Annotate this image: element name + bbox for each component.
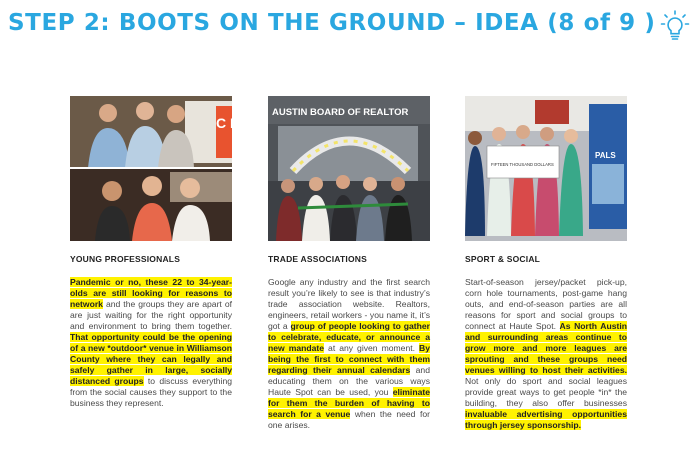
text-segment: Google any industry and the first search result you’re likely to see is that industry’s trade association website. Realtors, engineers, retail workers - you name it, it’s got a [268,277,430,331]
lightbulb-icon [660,10,690,42]
text-segment-highlighted: invaluable advertising opportunities through jersey sponsorship. [465,409,627,430]
trade-associations-photo [268,96,430,241]
sport-social-photo [465,96,627,241]
text-segment: and the groups they are apart of are just waiting for the right opportunity and environment to bring them together. [70,299,232,331]
column-sport-social [465,96,627,431]
check-text: FIFTEEN THOUSAND DOLLARS [491,162,554,167]
text-segment-highlighted: By being the first to connect with them regarding their annual calendars [268,343,430,375]
text-segment-highlighted: As North Austin and surrounding areas continue to grow more and more leagues are sprouting and these groups need venues willing to host their activities. [465,321,627,375]
photo-sign-text: AUSTIN BOARD OF REALTOR [272,107,409,118]
text-segment: and educating them on the various ways Haute Spot can be used, you [268,365,430,397]
text-segment: Not only do sport and social leagues provide great ways to get people *in* the building, they also offer businesses [465,376,627,408]
column-body-text [268,277,430,431]
text-segment-highlighted: Pandemic or no, these 22 to 34-year-olds are still looking for reasons to network [70,277,232,309]
column-body-text [465,277,627,431]
column-young-professionals [70,96,249,409]
text-segment: to discuss everything from the social causes they support to the business they represent. [70,376,232,408]
column-heading: SPORT & SOCIAL [465,254,541,264]
column-body-text [70,277,232,409]
text-segment: at any given moment. [324,343,419,353]
text-segment-highlighted: That opportunity could be the opening of a new *outdoor* venue in Williamson County where they can legally and safely gather in large, socially distanced groups [70,332,232,386]
photo-sign-text: C PE [216,115,249,131]
column-heading: YOUNG PROFESSIONALS [70,254,181,264]
column-heading: TRADE ASSOCIATIONS [268,254,367,264]
photo-sign-text: PALS [595,151,616,160]
text-segment: Start-of-season jersey/packet pick-up, corn hole tournaments, post-game hang outs, and end-of-season parties are all reasons for sport and social groups to connect at Haute Spot. [465,277,627,331]
page-title: STEP 2: BOOTS ON THE GROUND – IDEA (8 of 9 ) [8,10,656,36]
text-segment-highlighted: group of people looking to gather to celebrate, educate, or announce a new mandate [268,321,430,353]
text-segment-highlighted: eliminate for them the burden of having to search for a venue [268,387,430,419]
column-trade-associations [268,96,430,431]
young-professionals-photo [70,96,249,241]
text-segment: when the need for one arises. [268,409,430,430]
